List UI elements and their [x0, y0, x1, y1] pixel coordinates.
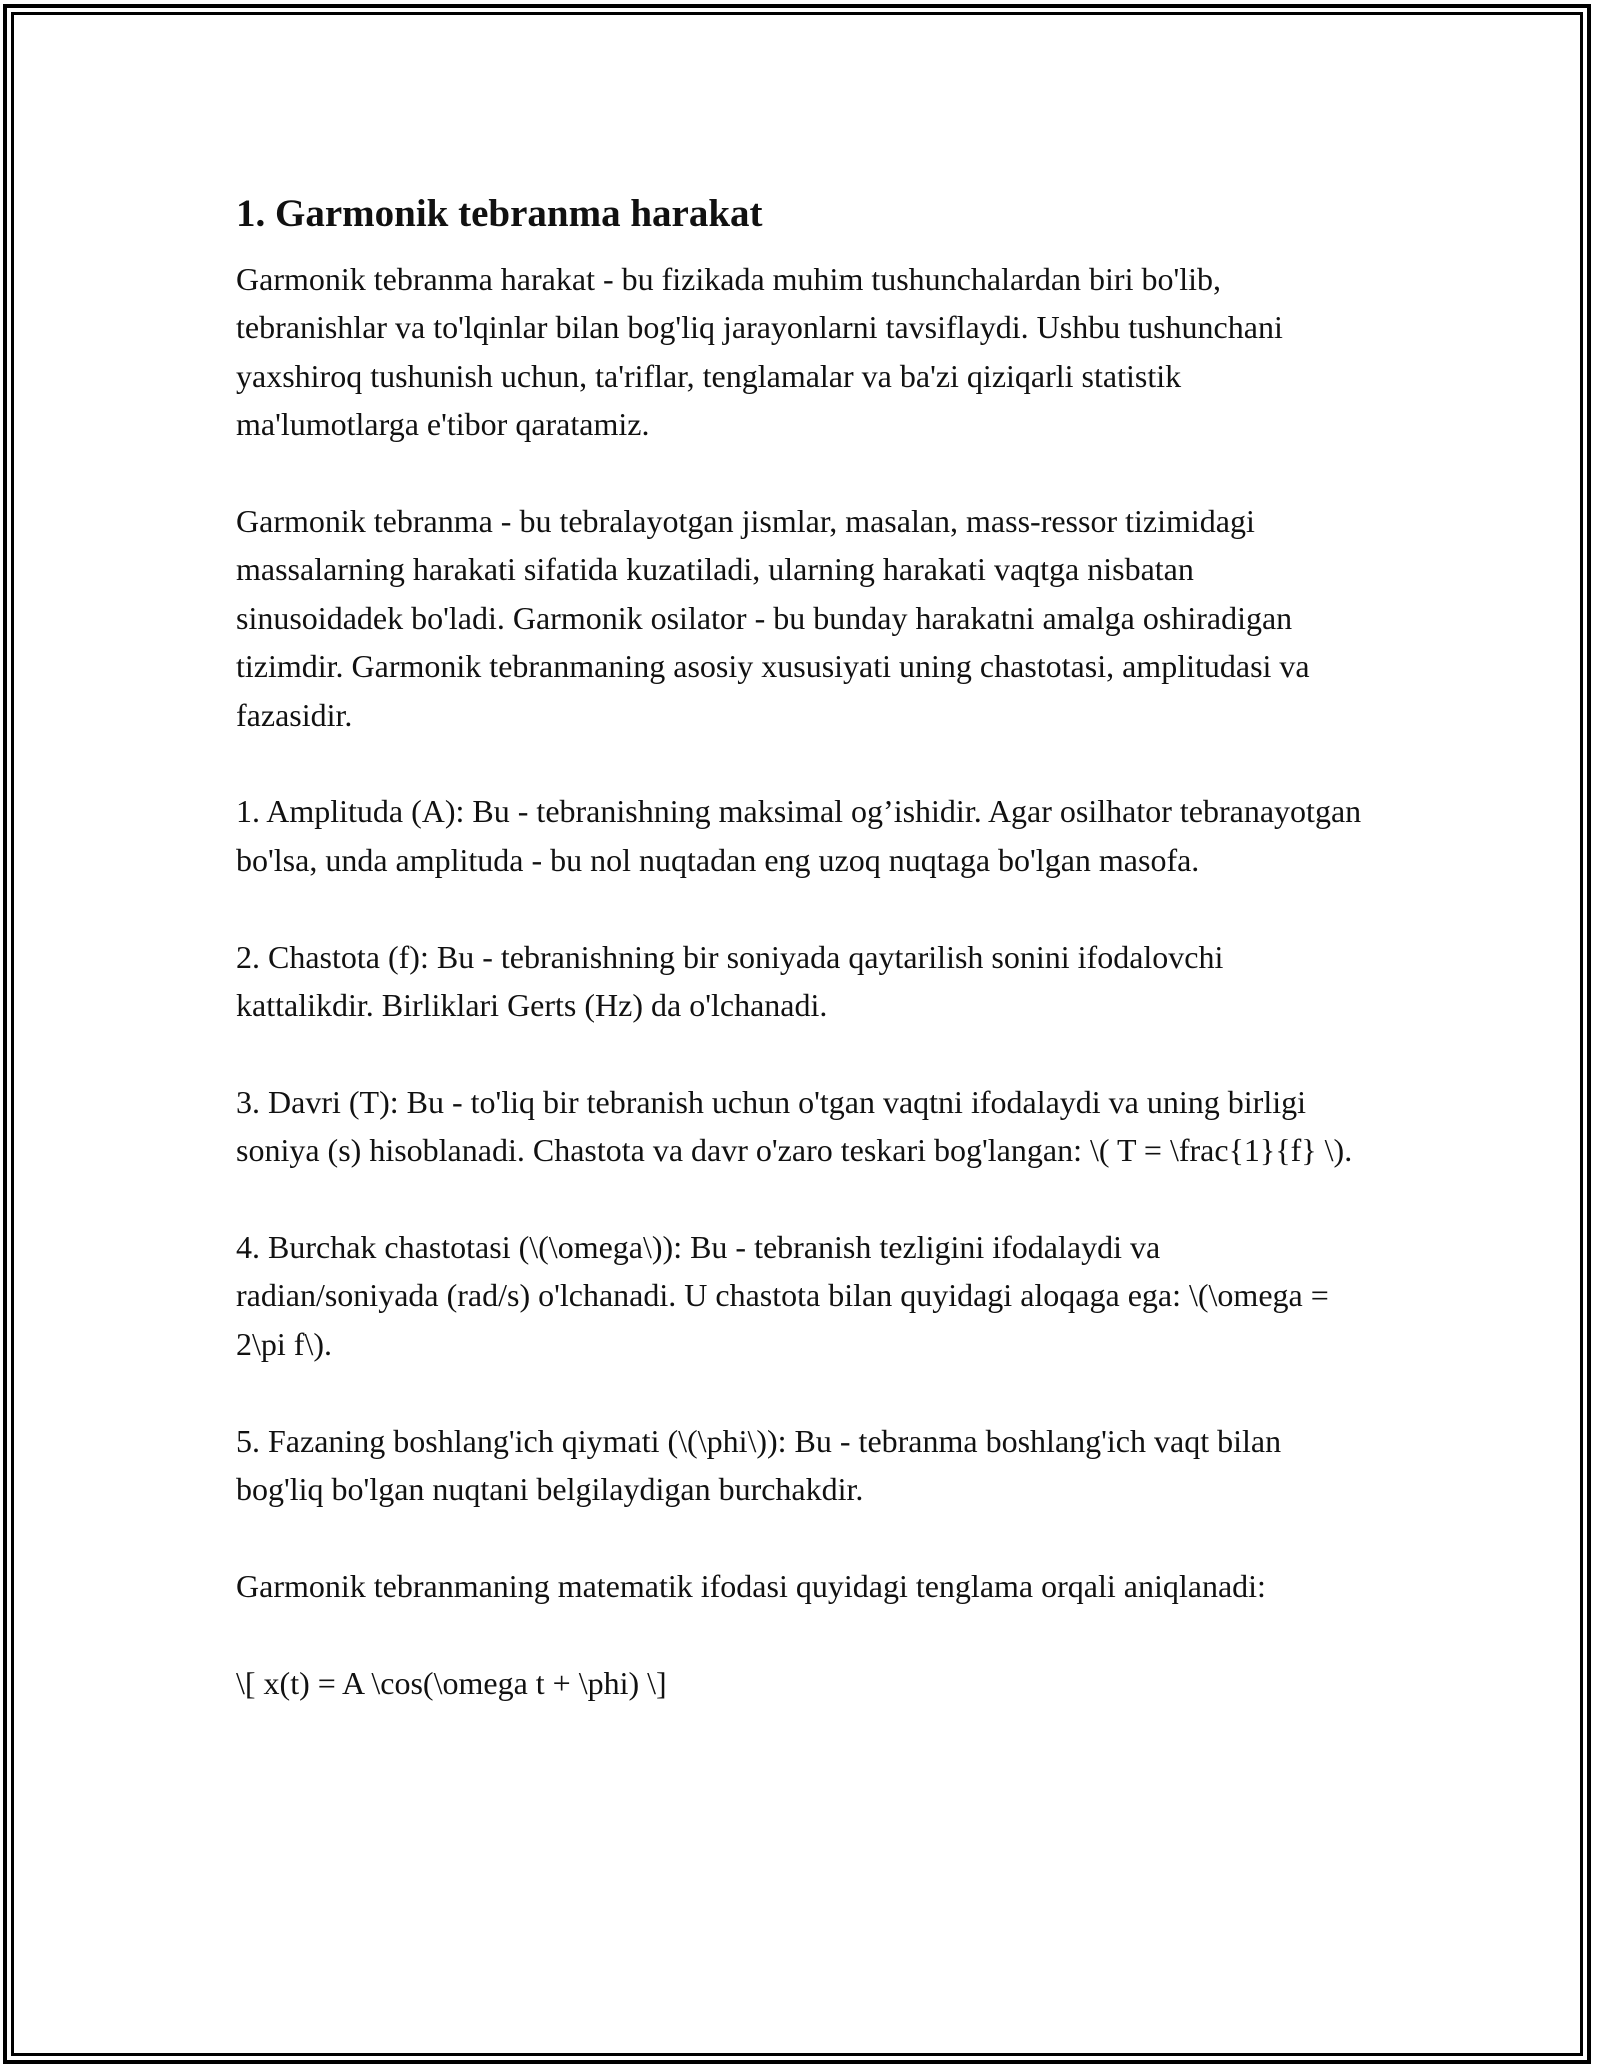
document-body [236, 186, 1366, 1707]
paragraph-intro: Garmonik tebranma harakat - bu fizikada muhim tushunchalardan biri bo'lib, tebranishlar va to'lqinlar bilan bog'liq jarayonlarni tavsiflaydi. Ushbu tushunchani yaxshiroq tushunish uchun, ta'riflar, tenglamalar va ba'zi qiziqarli statistik ma'lumotlarga e'tibor qaratamiz. [236, 261, 1283, 443]
equation-line: \[ x(t) = A \cos(\omega t + \phi) \] [236, 1664, 667, 1701]
paragraph-definition: Garmonik tebranma - bu tebralayotgan jismlar, masalan, mass-ressor tizimidagi massalarning harakati sifatida kuzatiladi, ularning harakati vaqtga nisbatan sinusoidadek bo'ladi. Garmonik osilator - bu bunday harakatni amalga oshiradigan tizimdir. Garmonik tebranmaning asosiy xususiyati uning chastotasi, amplitudasi va fazasidir. [236, 503, 1310, 733]
paragraph-frequency: 2. Chastota (f): Bu - tebranishning bir soniyada qaytarilish sonini ifodalovchi kattalikdir. Birliklari Gerts (Hz) da o'lchanadi. [236, 938, 1224, 1024]
paragraph-angular-frequency: 4. Burchak chastotasi (\(\omega\)): Bu - tebranish tezligini ifodalaydi va radian/soniyada (rad/s) o'lchanadi. U chastota bilan quyidagi aloqaga ega: \(\omega = 2\pi f\). [236, 1229, 1329, 1362]
paragraph-period: 3. Davri (T): Bu - to'liq bir tebranish uchun o'tgan vaqtni ifodalaydi va uning birligi soniya (s) hisoblanadi. Chastota va davr o'zaro teskari bog'langan: \( T = \frac{1}{f} \). [236, 1083, 1353, 1169]
paragraph-equation-intro: Garmonik tebranmaning matematik ifodasi quyidagi tenglama orqali aniqlanadi: [236, 1567, 1266, 1604]
section-heading: 1. Garmonik tebranma harakat [236, 192, 763, 235]
paragraph-phase: 5. Fazaning boshlang'ich qiymati (\(\phi\)): Bu - tebranma boshlang'ich vaqt bilan bog'liq bo'lgan nuqtani belgilaydigan burchakdir. [236, 1422, 1282, 1508]
paragraph-amplitude: 1. Amplituda (A): Bu - tebranishning maksimal og’ishidir. Agar osilhator tebranayotgan bo'lsa, unda amplituda - bu nol nuqtadan eng uzoq nuqtaga bo'lgan masofa. [236, 793, 1362, 878]
